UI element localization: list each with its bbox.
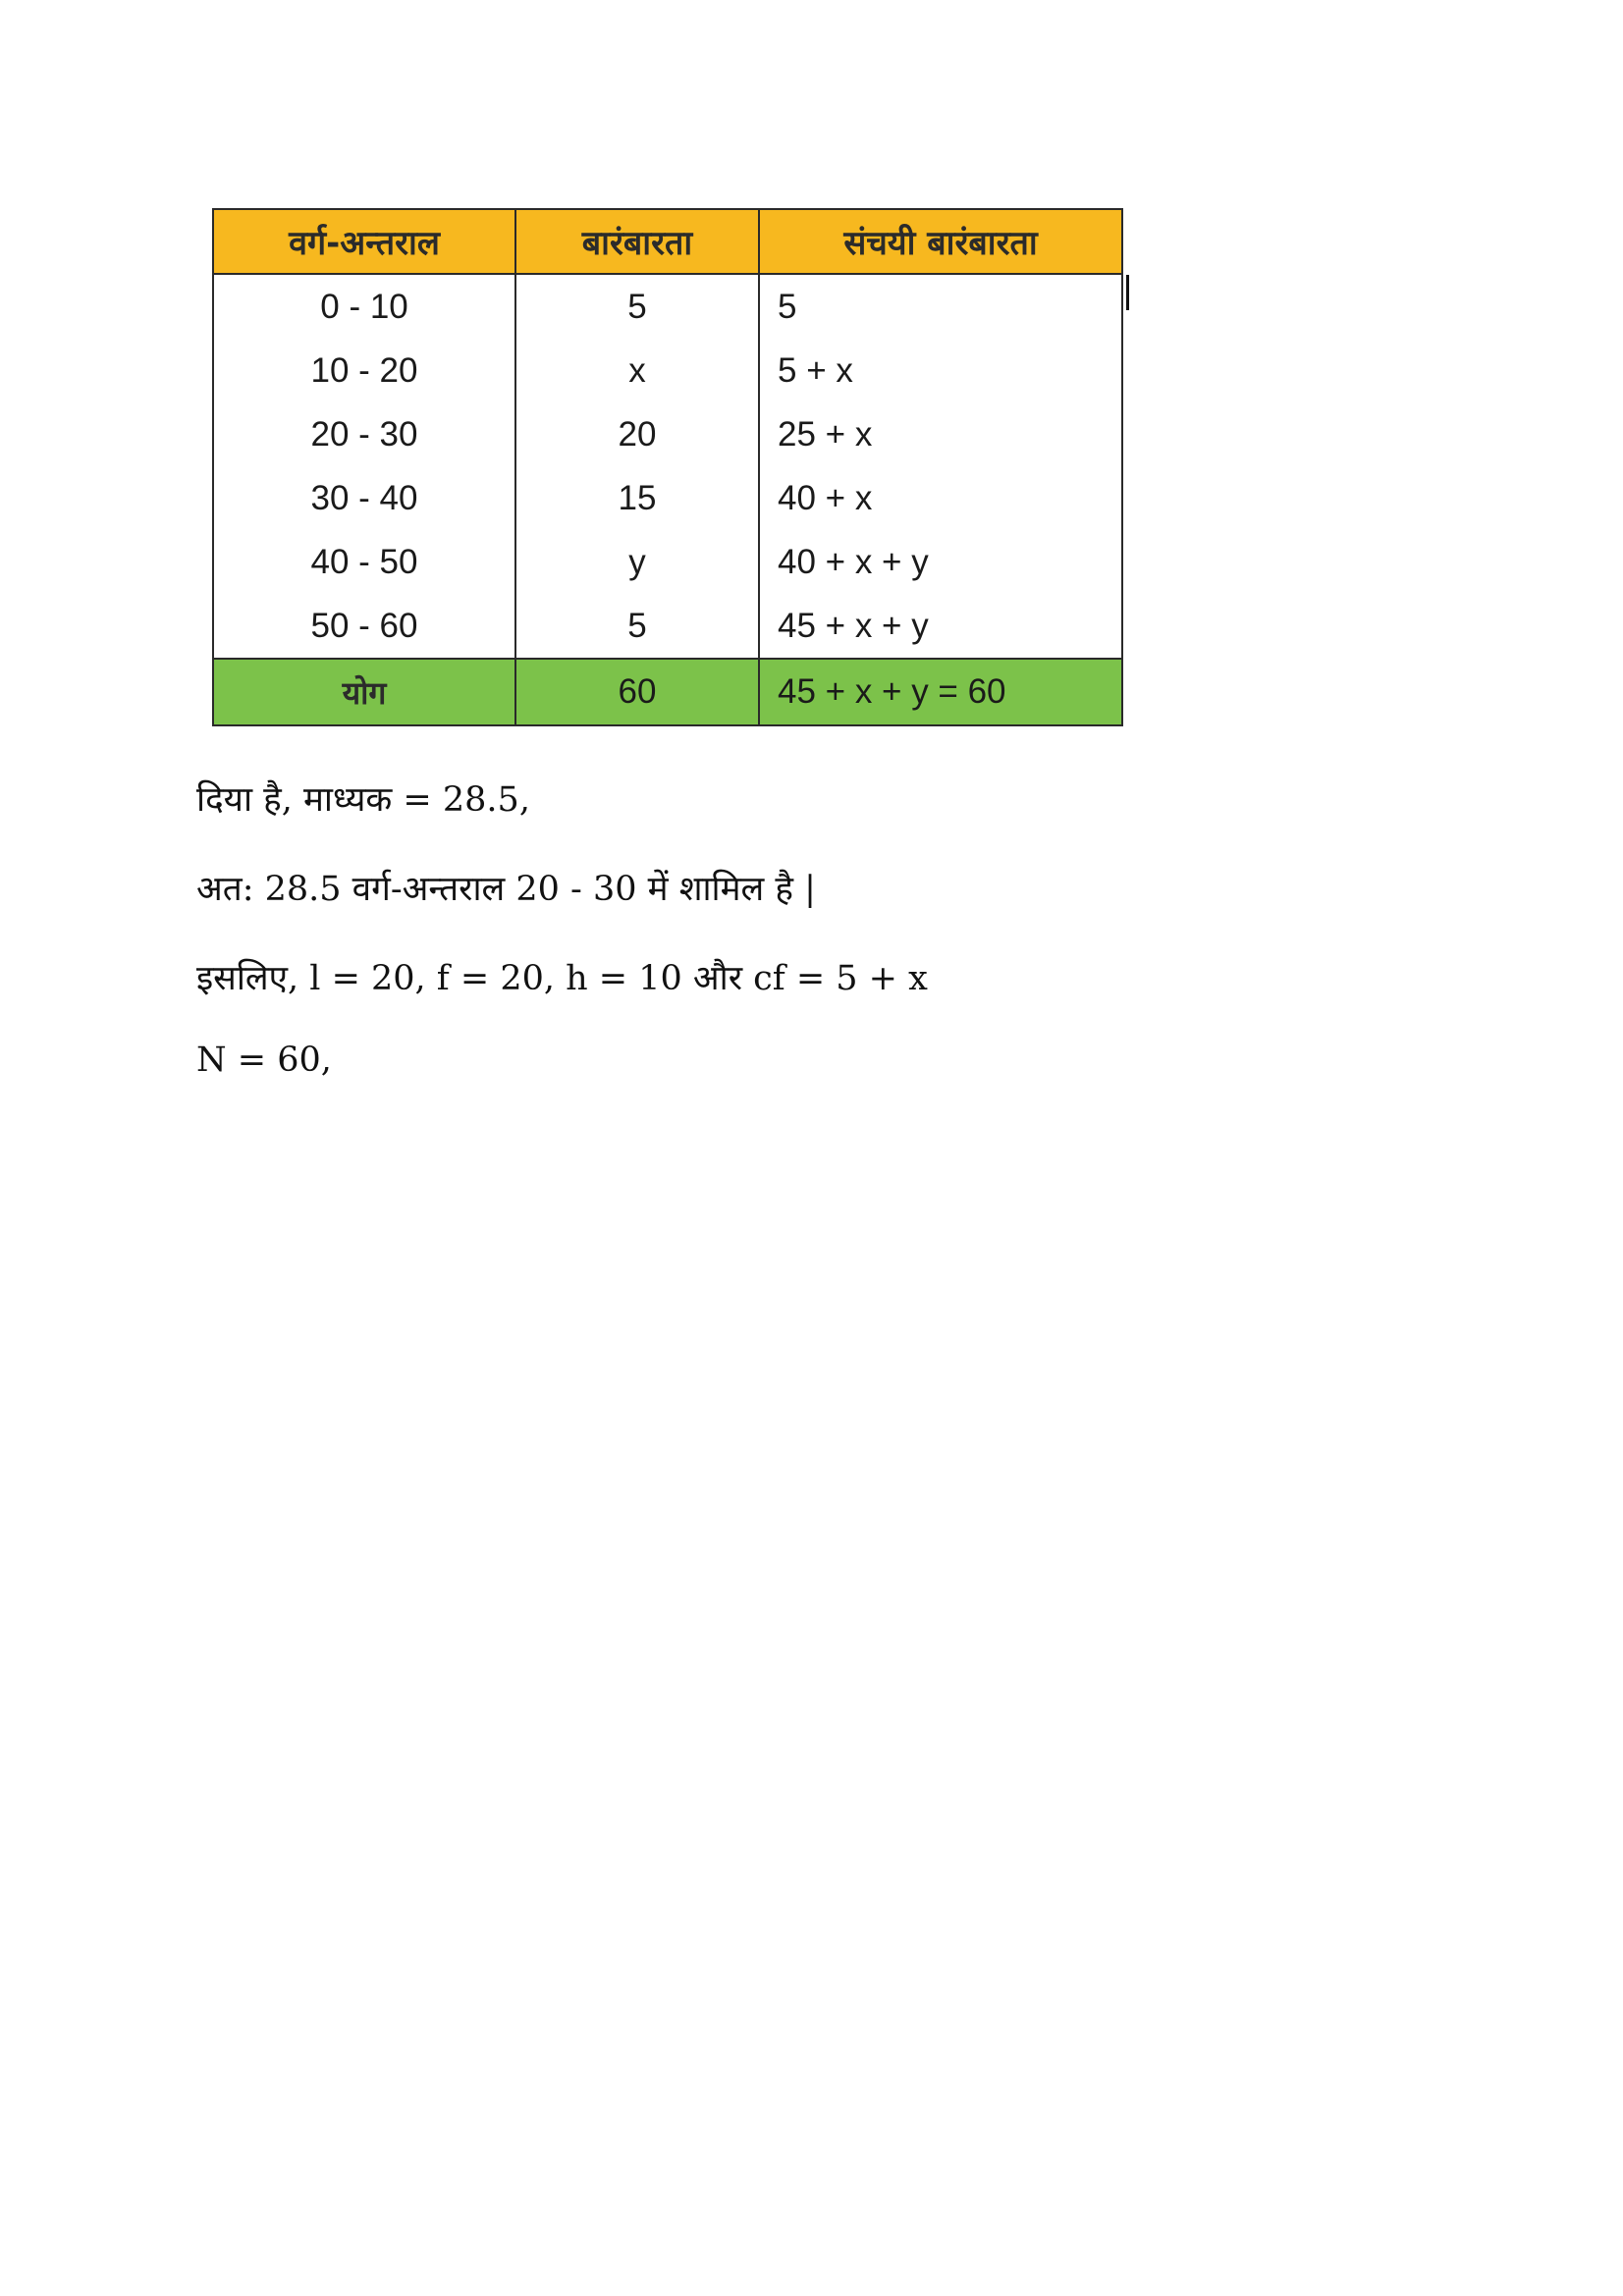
- cumulative-cell: 25 + x: [759, 402, 1122, 466]
- total-n-line: N = 60,: [196, 1041, 332, 1080]
- frequency-cell: 5: [515, 274, 759, 339]
- total-label: योग: [213, 659, 515, 725]
- table-row: [213, 402, 1122, 466]
- interval-cell: 10 - 20: [213, 339, 515, 402]
- table-row: [213, 466, 1122, 530]
- frequency-cell: 5: [515, 594, 759, 659]
- interval-cell: 30 - 40: [213, 466, 515, 530]
- header-frequency: बारंबारता: [515, 209, 759, 274]
- frequency-cell: 20: [515, 402, 759, 466]
- cumulative-cell: 45 + x + y: [759, 594, 1122, 659]
- median-class-line: अत: 28.5 वर्ग-अन्तराल 20 - 30 में शामिल है |: [196, 870, 816, 909]
- interval-cell: 20 - 30: [213, 402, 515, 466]
- table-row: [213, 339, 1122, 402]
- frequency-cell: y: [515, 530, 759, 594]
- interval-cell: 50 - 60: [213, 594, 515, 659]
- table-header-row: [213, 209, 1122, 274]
- table-row: [213, 274, 1122, 339]
- frequency-table-container: [212, 208, 1121, 726]
- given-median-line: दिया है, माध्यक = 28.5,: [196, 780, 530, 820]
- interval-cell: 40 - 50: [213, 530, 515, 594]
- table-row: [213, 530, 1122, 594]
- total-frequency: 60: [515, 659, 759, 725]
- interval-cell: 0 - 10: [213, 274, 515, 339]
- total-cumulative: 45 + x + y = 60: [759, 659, 1122, 725]
- cumulative-cell: 5: [759, 274, 1122, 339]
- header-cumulative-frequency: संचयी बारंबारता: [759, 209, 1122, 274]
- frequency-cell: x: [515, 339, 759, 402]
- table-total-row: [213, 659, 1122, 725]
- table-row: [213, 594, 1122, 659]
- values-line: इसलिए, l = 20, f = 20, h = 10 और cf = 5 + x: [196, 959, 928, 998]
- cumulative-cell: 40 + x: [759, 466, 1122, 530]
- text-cursor: [1126, 275, 1129, 310]
- frequency-cell: 15: [515, 466, 759, 530]
- cumulative-cell: 40 + x + y: [759, 530, 1122, 594]
- header-class-interval: वर्ग-अन्तराल: [213, 209, 515, 274]
- cumulative-cell: 5 + x: [759, 339, 1122, 402]
- frequency-table: [212, 208, 1123, 726]
